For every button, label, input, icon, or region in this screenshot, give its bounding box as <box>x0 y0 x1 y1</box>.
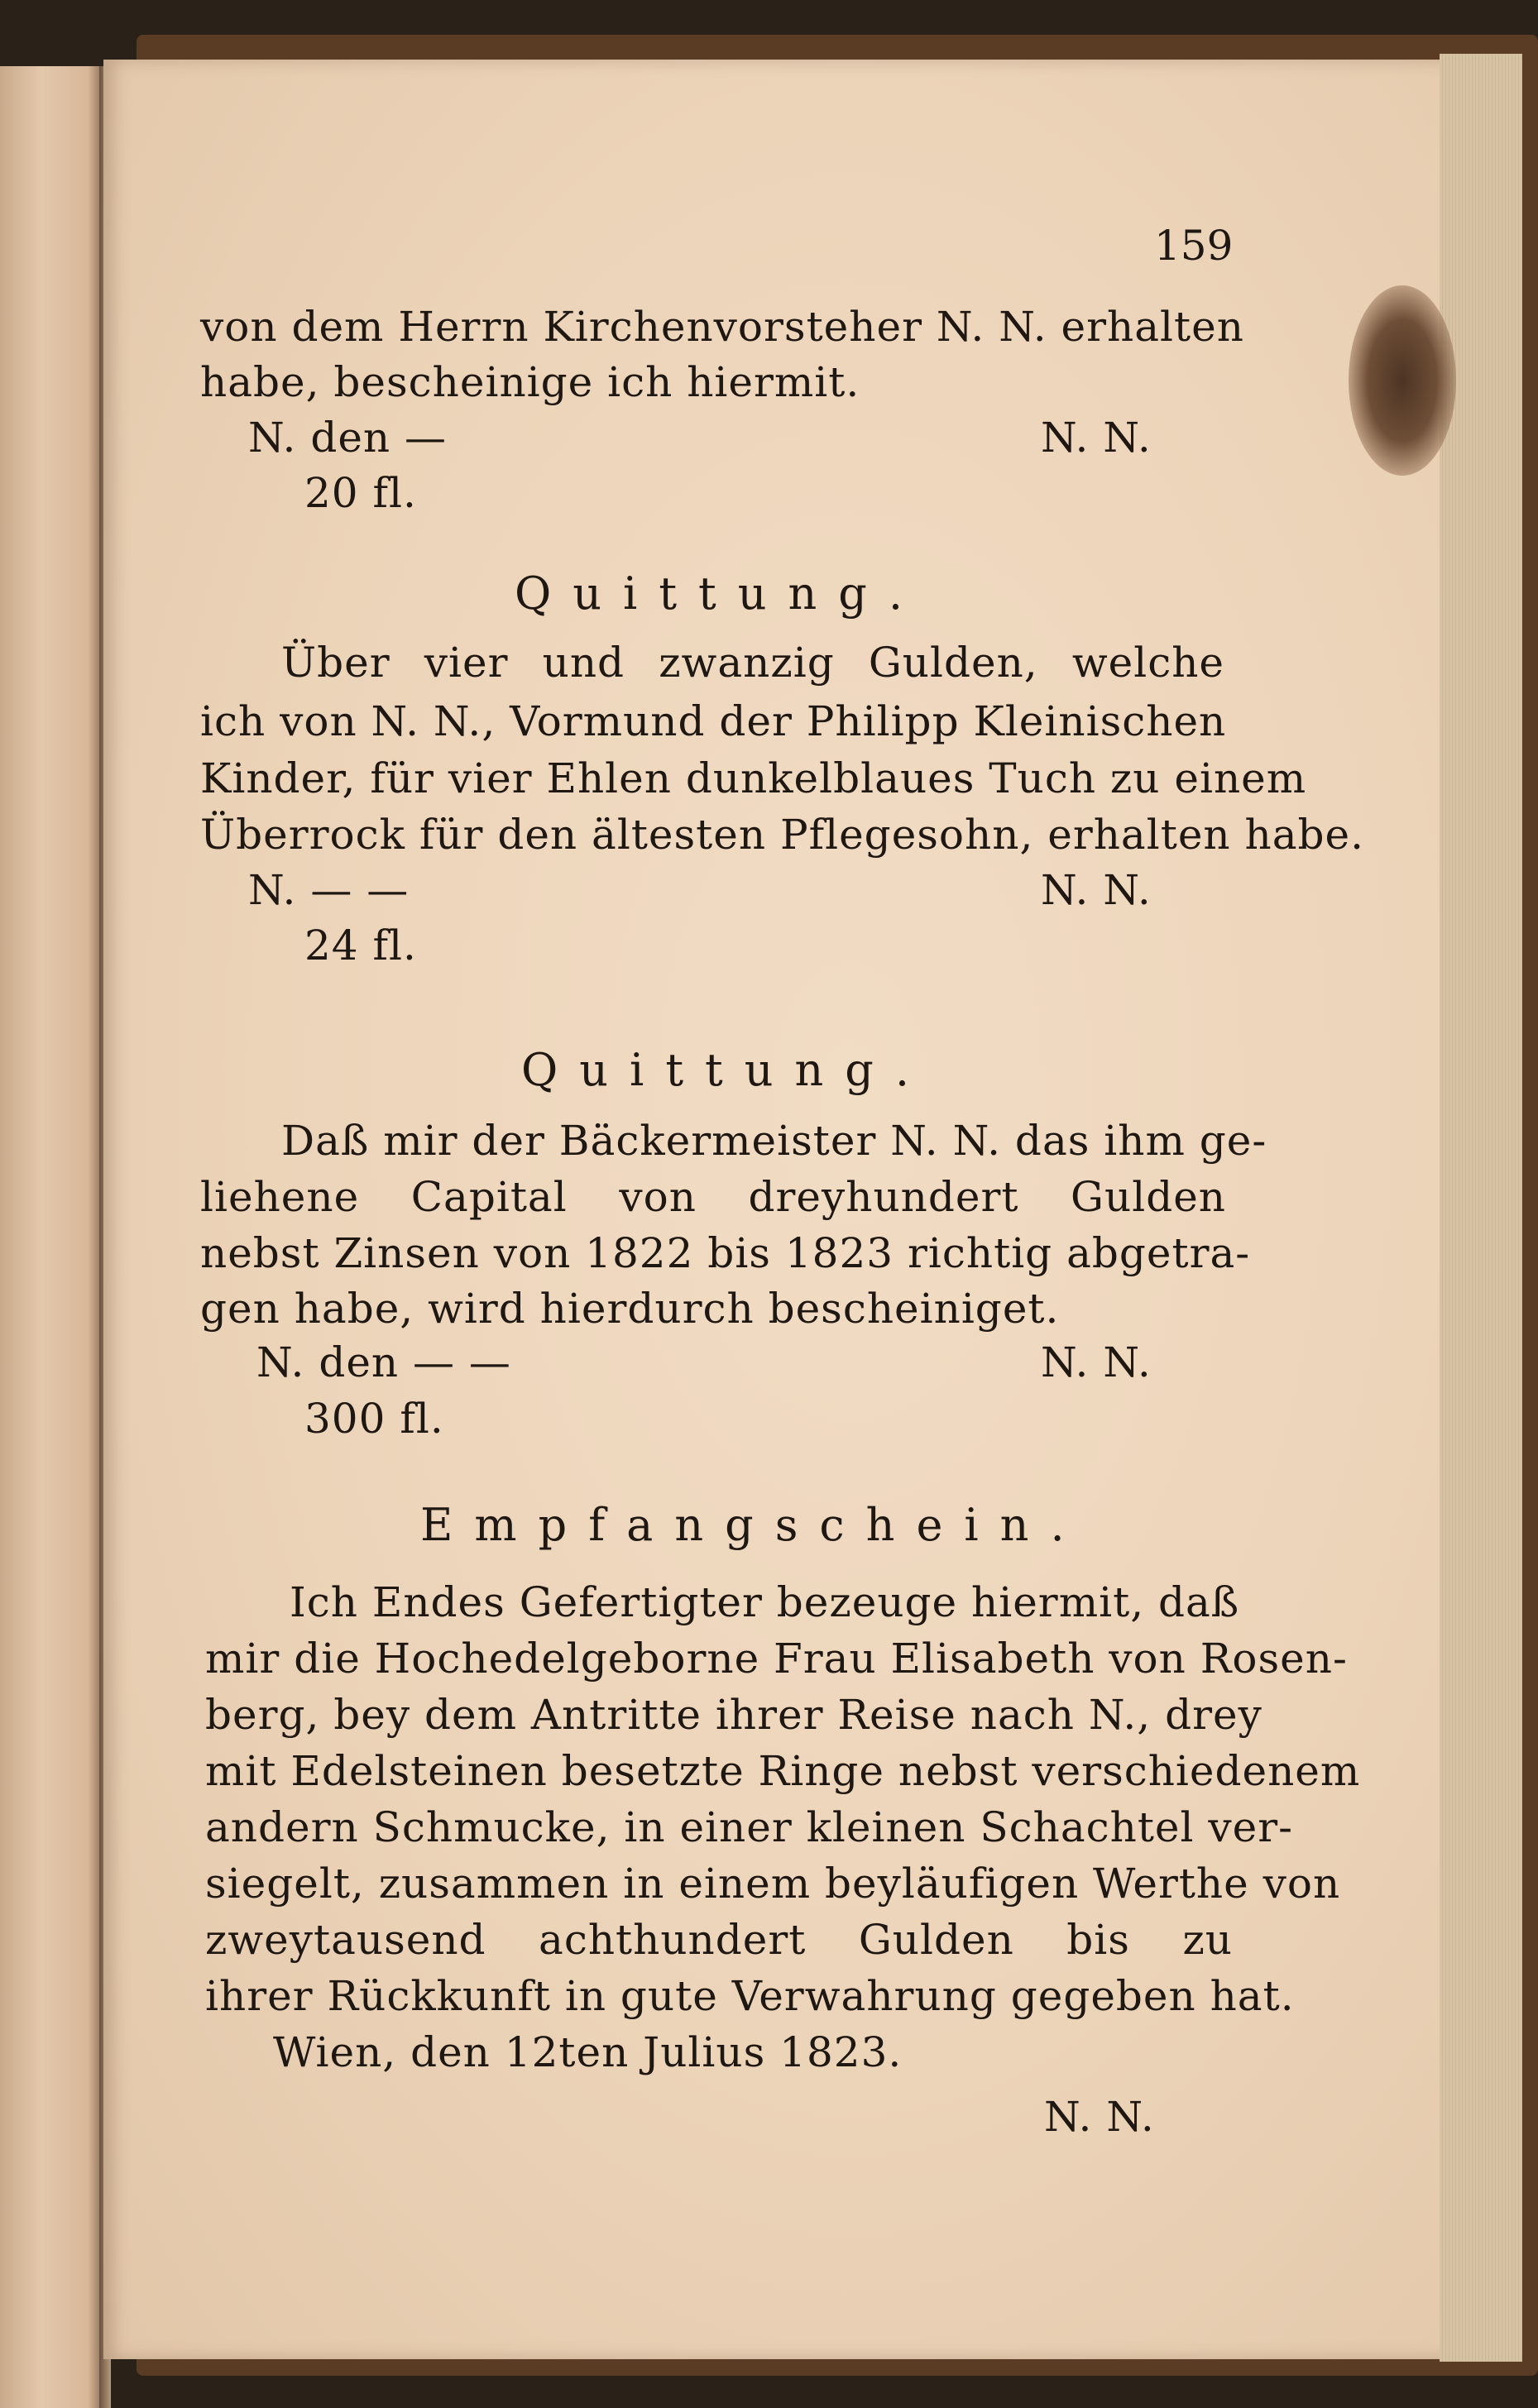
amount: 20 fl. <box>304 469 417 517</box>
text-line: Über vier und zwanzig Gulden, welche <box>281 639 1224 687</box>
text-line: Kinder, für vier Ehlen dunkelblaues Tuch zu einem <box>200 754 1307 802</box>
text-line: Überrock für den ältesten Pflegesohn, erhalten habe. <box>200 811 1365 859</box>
text-line: nebst Zinsen von 1822 bis 1823 richtig abgetra- <box>200 1229 1251 1277</box>
signature-place-date: N. den — <box>248 414 448 462</box>
section-heading: Empfangschein. <box>420 1499 1086 1551</box>
signature-name: N. N. <box>1041 866 1152 914</box>
signature-name: N. N. <box>1041 414 1152 462</box>
ink-stain <box>1349 285 1456 476</box>
text-line: siegelt, zusammen in einem beyläufigen Werthe von <box>205 1860 1341 1908</box>
text-line: ihrer Rückkunft in gute Verwahrung gegeben hat. <box>205 1972 1295 2020</box>
text-line: Ich Endes Gefertigter bezeuge hiermit, daß <box>290 1578 1240 1626</box>
text-line: mir die Hochedelgeborne Frau Elisabeth von Rosen- <box>205 1635 1348 1683</box>
place-date-line: Wien, den 12ten Julius 1823. <box>273 2028 903 2076</box>
text-line: habe, bescheinige ich hiermit. <box>200 358 860 406</box>
text-line: gen habe, wird hierdurch bescheiniget. <box>200 1285 1060 1333</box>
signature-name: N. N. <box>1041 1338 1152 1386</box>
facing-page <box>0 66 103 2408</box>
signature-place-date: N. den — — <box>256 1338 511 1386</box>
section-heading: Quittung. <box>521 1044 932 1096</box>
text-line: liehene Capital von dreyhundert Gulden <box>200 1173 1226 1221</box>
text-line: berg, bey dem Antritte ihrer Reise nach N., drey <box>205 1691 1263 1739</box>
text-line: mit Edelsteinen besetzte Ringe nebst verschiedenem <box>205 1747 1361 1795</box>
text-line: ich von N. N., Vormund der Philipp Kleinischen <box>200 697 1227 745</box>
signature-place-date: N. — — <box>248 866 410 914</box>
amount: 300 fl. <box>304 1395 444 1443</box>
amount: 24 fl. <box>304 922 417 969</box>
text-line: Daß mir der Bäckermeister N. N. das ihm ge- <box>281 1117 1267 1165</box>
signature-name: N. N. <box>1044 2093 1155 2141</box>
text-line: andern Schmucke, in einer kleinen Schachtel ver- <box>205 1803 1294 1851</box>
text-line: von dem Herrn Kirchenvorsteher N. N. erhalten <box>200 303 1244 351</box>
text-line: zweytausend achthundert Gulden bis zu <box>205 1916 1233 1964</box>
page-number: 159 <box>1154 222 1234 270</box>
section-heading: Quittung. <box>515 567 925 620</box>
